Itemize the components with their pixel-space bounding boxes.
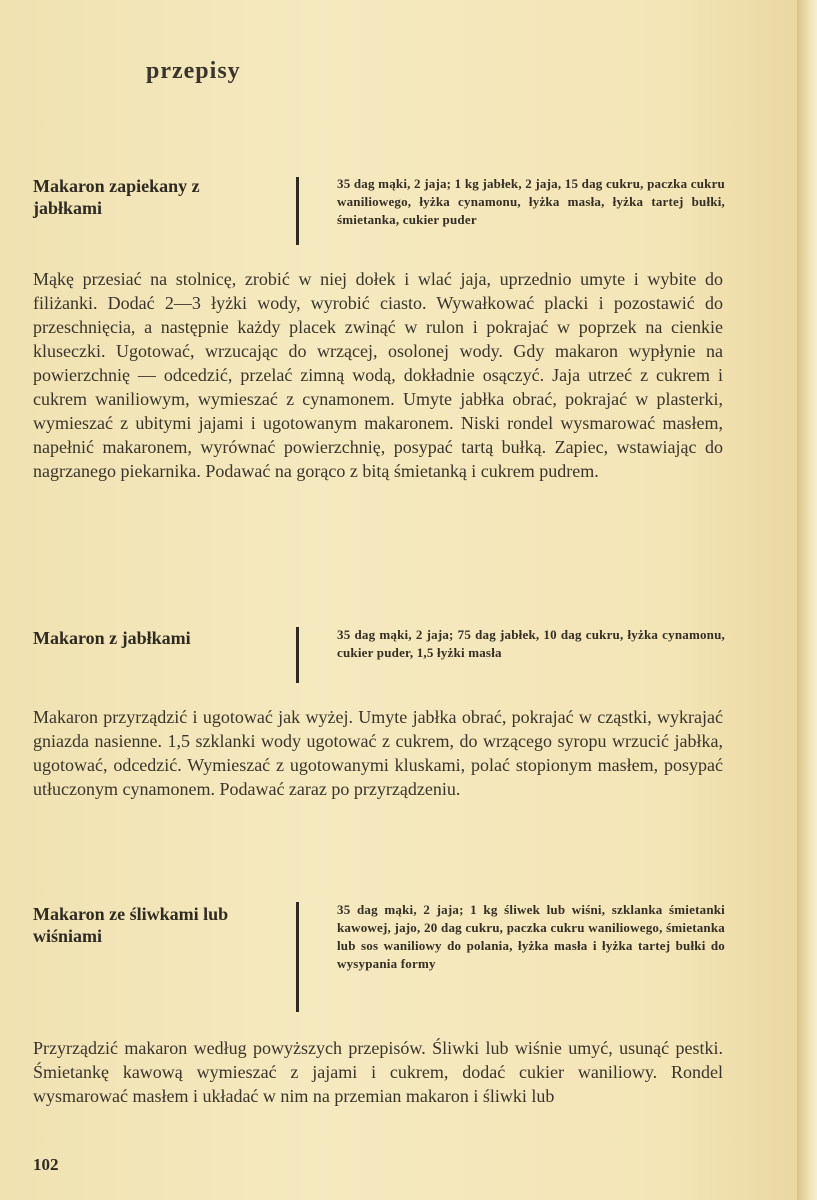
recipe-title-1: Makaron zapiekany z jabłkami (33, 176, 200, 218)
section-header: przepisy (146, 58, 241, 84)
recipe-ingredients-2: 35 dag mąki, 2 jaja; 75 dag jabłek, 10 dag cukru, łyżka cynamonu, cukier puder, 1,5 łyżki masła (337, 627, 725, 660)
divider-rule-1 (296, 177, 299, 245)
recipe-ingredients-1: 35 dag mąki, 2 jaja; 1 kg jabłek, 2 jaja, 15 dag cukru, paczka cukru waniliowego, łyżka cynamonu, łyżka masła, łyżka tartej bułki, śmietanka, cukier puder (337, 176, 725, 227)
recipe-method-3: Przyrządzić makaron według powyższych przepisów. Śliwki lub wiśnie umyć, usunąć pestki. Śmietankę kawową wymieszać z jajami i cukrem, dodać cukier waniliowy. Rondel wysmarować masłem i układać w nim na przemian makaron i śliwki lub (33, 1038, 723, 1106)
recipe-ingredients-3: 35 dag mąki, 2 jaja; 1 kg śliwek lub wiśni, szklanka śmietanki kawowej, jajo, 20 dag cukru, paczka cukru waniliowego, śmietanka lub sos waniliowy do polania, łyżka masła i łyżka tartej bułki do wysypania formy (337, 902, 725, 971)
page-edge (797, 0, 817, 1200)
recipe-title-3: Makaron ze śliwkami lub wiśniami (33, 904, 229, 946)
recipe-title-2: Makaron z jabłkami (33, 628, 191, 648)
divider-rule-3 (296, 902, 299, 1012)
recipe-method-1: Mąkę przesiać na stolnicę, zrobić w niej dołek i wlać jaja, uprzednio umyte i wybite do filiżanki. Dodać 2—3 łyżki wody, wyrobić ciasto. Wywałkować placki i pozostawić do przeschnięcia, a następnie każdy placek zwinąć w rulon i pokrajać w poprzek na cienkie kluseczki. Ugotować, wrzucając do wrzącej, osolonej wody. Gdy makaron wypłynie na powierzchnię — odcedzić, przelać zimną wodą, dokładnie osączyć. Jaja utrzeć z cukrem i cukrem waniliowym, wymieszać z cynamonem. Umyte jabłka obrać, pokrajać w plasterki, wymieszać z ubitymi jajami i ugotowanym makaronem. Niski rondel wysmarować masłem, napełnić makaronem, wyrównać powierzchnię, posypać tartą bułką. Zapiec, wstawiając do nagrzanego piekarnika. Podawać na gorąco z bitą śmietanką i cukrem pudrem. (33, 269, 723, 481)
divider-rule-2 (296, 627, 299, 683)
recipe-method-2: Makaron przyrządzić i ugotować jak wyżej. Umyte jabłka obrać, pokrajać w cząstki, wykrajać gniazda nasienne. 1,5 szklanki wody ugotować z cukrem, do wrzącego syropu wrzucić jabłka, ugotować, odcedzić. Wymieszać z ugotowanymi kluskami, polać stopionym masłem, posypać utłuczonym cynamonem. Podawać zaraz po przyrządzeniu. (33, 707, 723, 799)
page-number: 102 (33, 1155, 59, 1174)
